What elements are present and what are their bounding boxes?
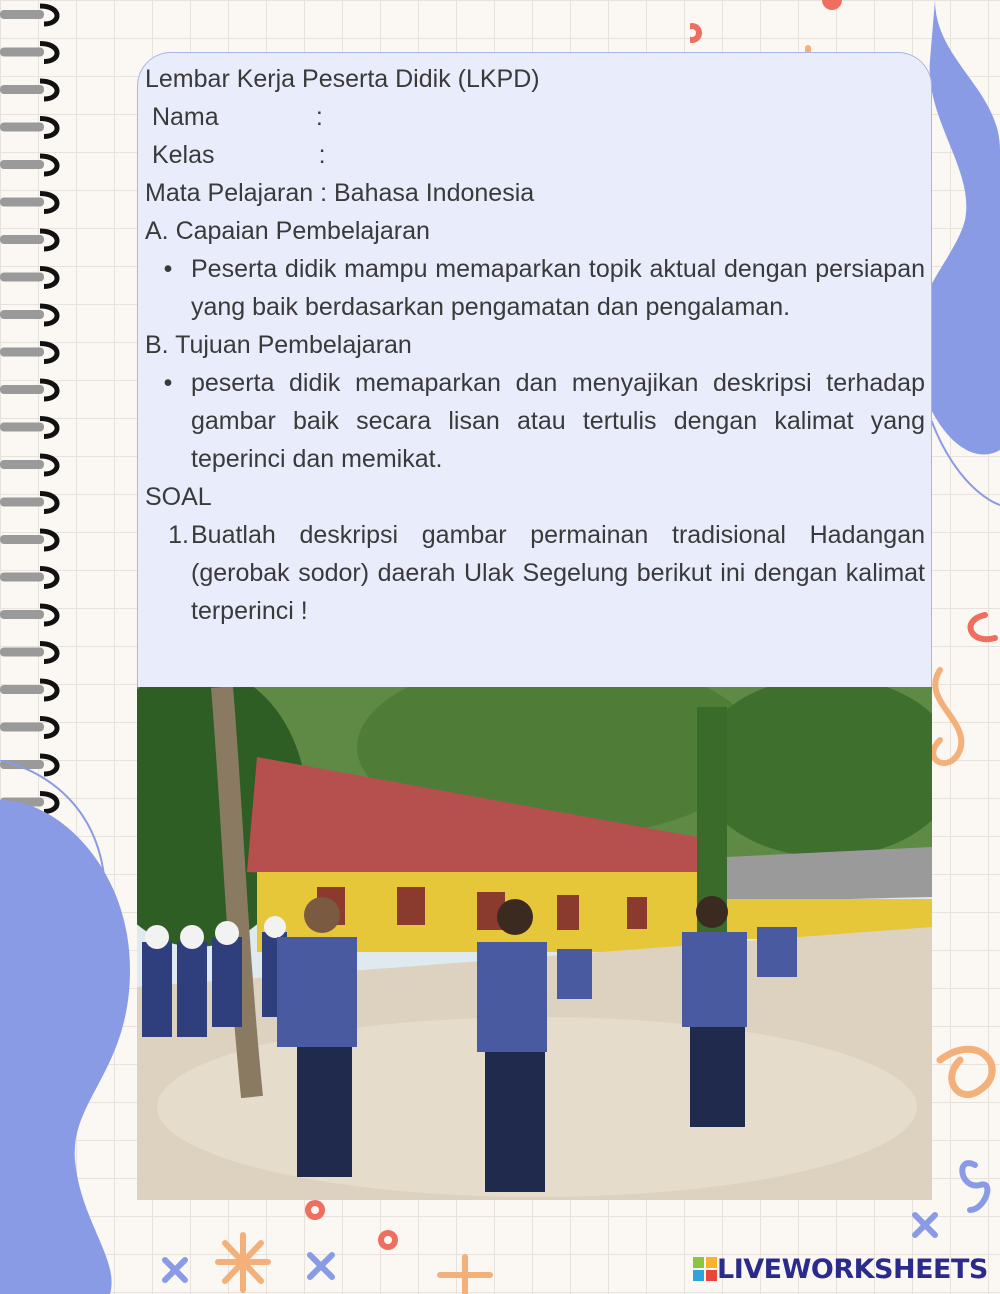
spiral-ring-bar [0,573,44,582]
spiral-ring-bar [0,723,44,732]
spiral-ring-bar [0,85,44,94]
bullet-marker: • [163,255,173,283]
spiral-ring-bar [0,310,44,319]
kelas-field-label: Kelas : [145,141,326,169]
spiral-ring-bar [0,10,44,19]
nama-field-label: Nama : [145,103,323,131]
spiral-ring-bar [0,648,44,657]
spiral-ring-bar [0,535,44,544]
spiral-ring-bar [0,610,44,619]
liveworksheets-logo[interactable] [693,1252,988,1286]
section-b-bullet-item [145,364,925,478]
mata-pelajaran-label: Mata Pelajaran : Bahasa Indonesia [145,179,535,207]
spiral-ring-bar [0,198,44,207]
schoolyard-photo [137,687,932,1200]
spiral-ring-bar [0,273,44,282]
spiral-ring-bar [0,685,44,694]
spiral-ring-bar [0,460,44,469]
section-a-heading: A. Capaian Pembelajaran [145,217,430,245]
spiral-ring-bar [0,348,44,357]
section-a-bullet-item [145,250,925,326]
soal-item [145,516,925,630]
soal-heading: SOAL [145,483,212,511]
spiral-ring-bar [0,385,44,394]
logo-grid-icon [693,1257,717,1281]
spiral-ring-bar [0,498,44,507]
soal-number: 1. [168,521,189,549]
spiral-ring-bar [0,423,44,432]
logo-text: LIVEWORKSHEETS [717,1253,988,1285]
worksheet-content [145,60,925,630]
bottom-decorations [150,1195,550,1294]
blue-blob-left-decoration [0,760,135,1294]
spiral-ring-bar [0,48,44,57]
section-a-bullet-text: Peserta didik mampu memaparkan topik aktual dengan persiapan yang baik berdasarkan pengamatan dan pengalaman. [191,255,925,321]
section-b-heading: B. Tujuan Pembelajaran [145,331,412,359]
bullet-marker: • [163,369,173,397]
soal-text: Buatlah deskripsi gambar permainan tradisional Hadangan (gerobak sodor) daerah Ulak Segelung berikut ini dengan kalimat terperinci ! [191,521,925,625]
spiral-ring-bar [0,235,44,244]
worksheet-title: Lembar Kerja Peserta Didik (LKPD) [145,65,540,93]
section-b-bullet-text: peserta didik memaparkan dan menyajikan deskripsi terhadap gambar baik secara lisan atau tertulis dengan kalimat yang teperinci dan memikat. [191,369,925,473]
spiral-ring-bar [0,123,44,132]
spiral-ring-bar [0,160,44,169]
